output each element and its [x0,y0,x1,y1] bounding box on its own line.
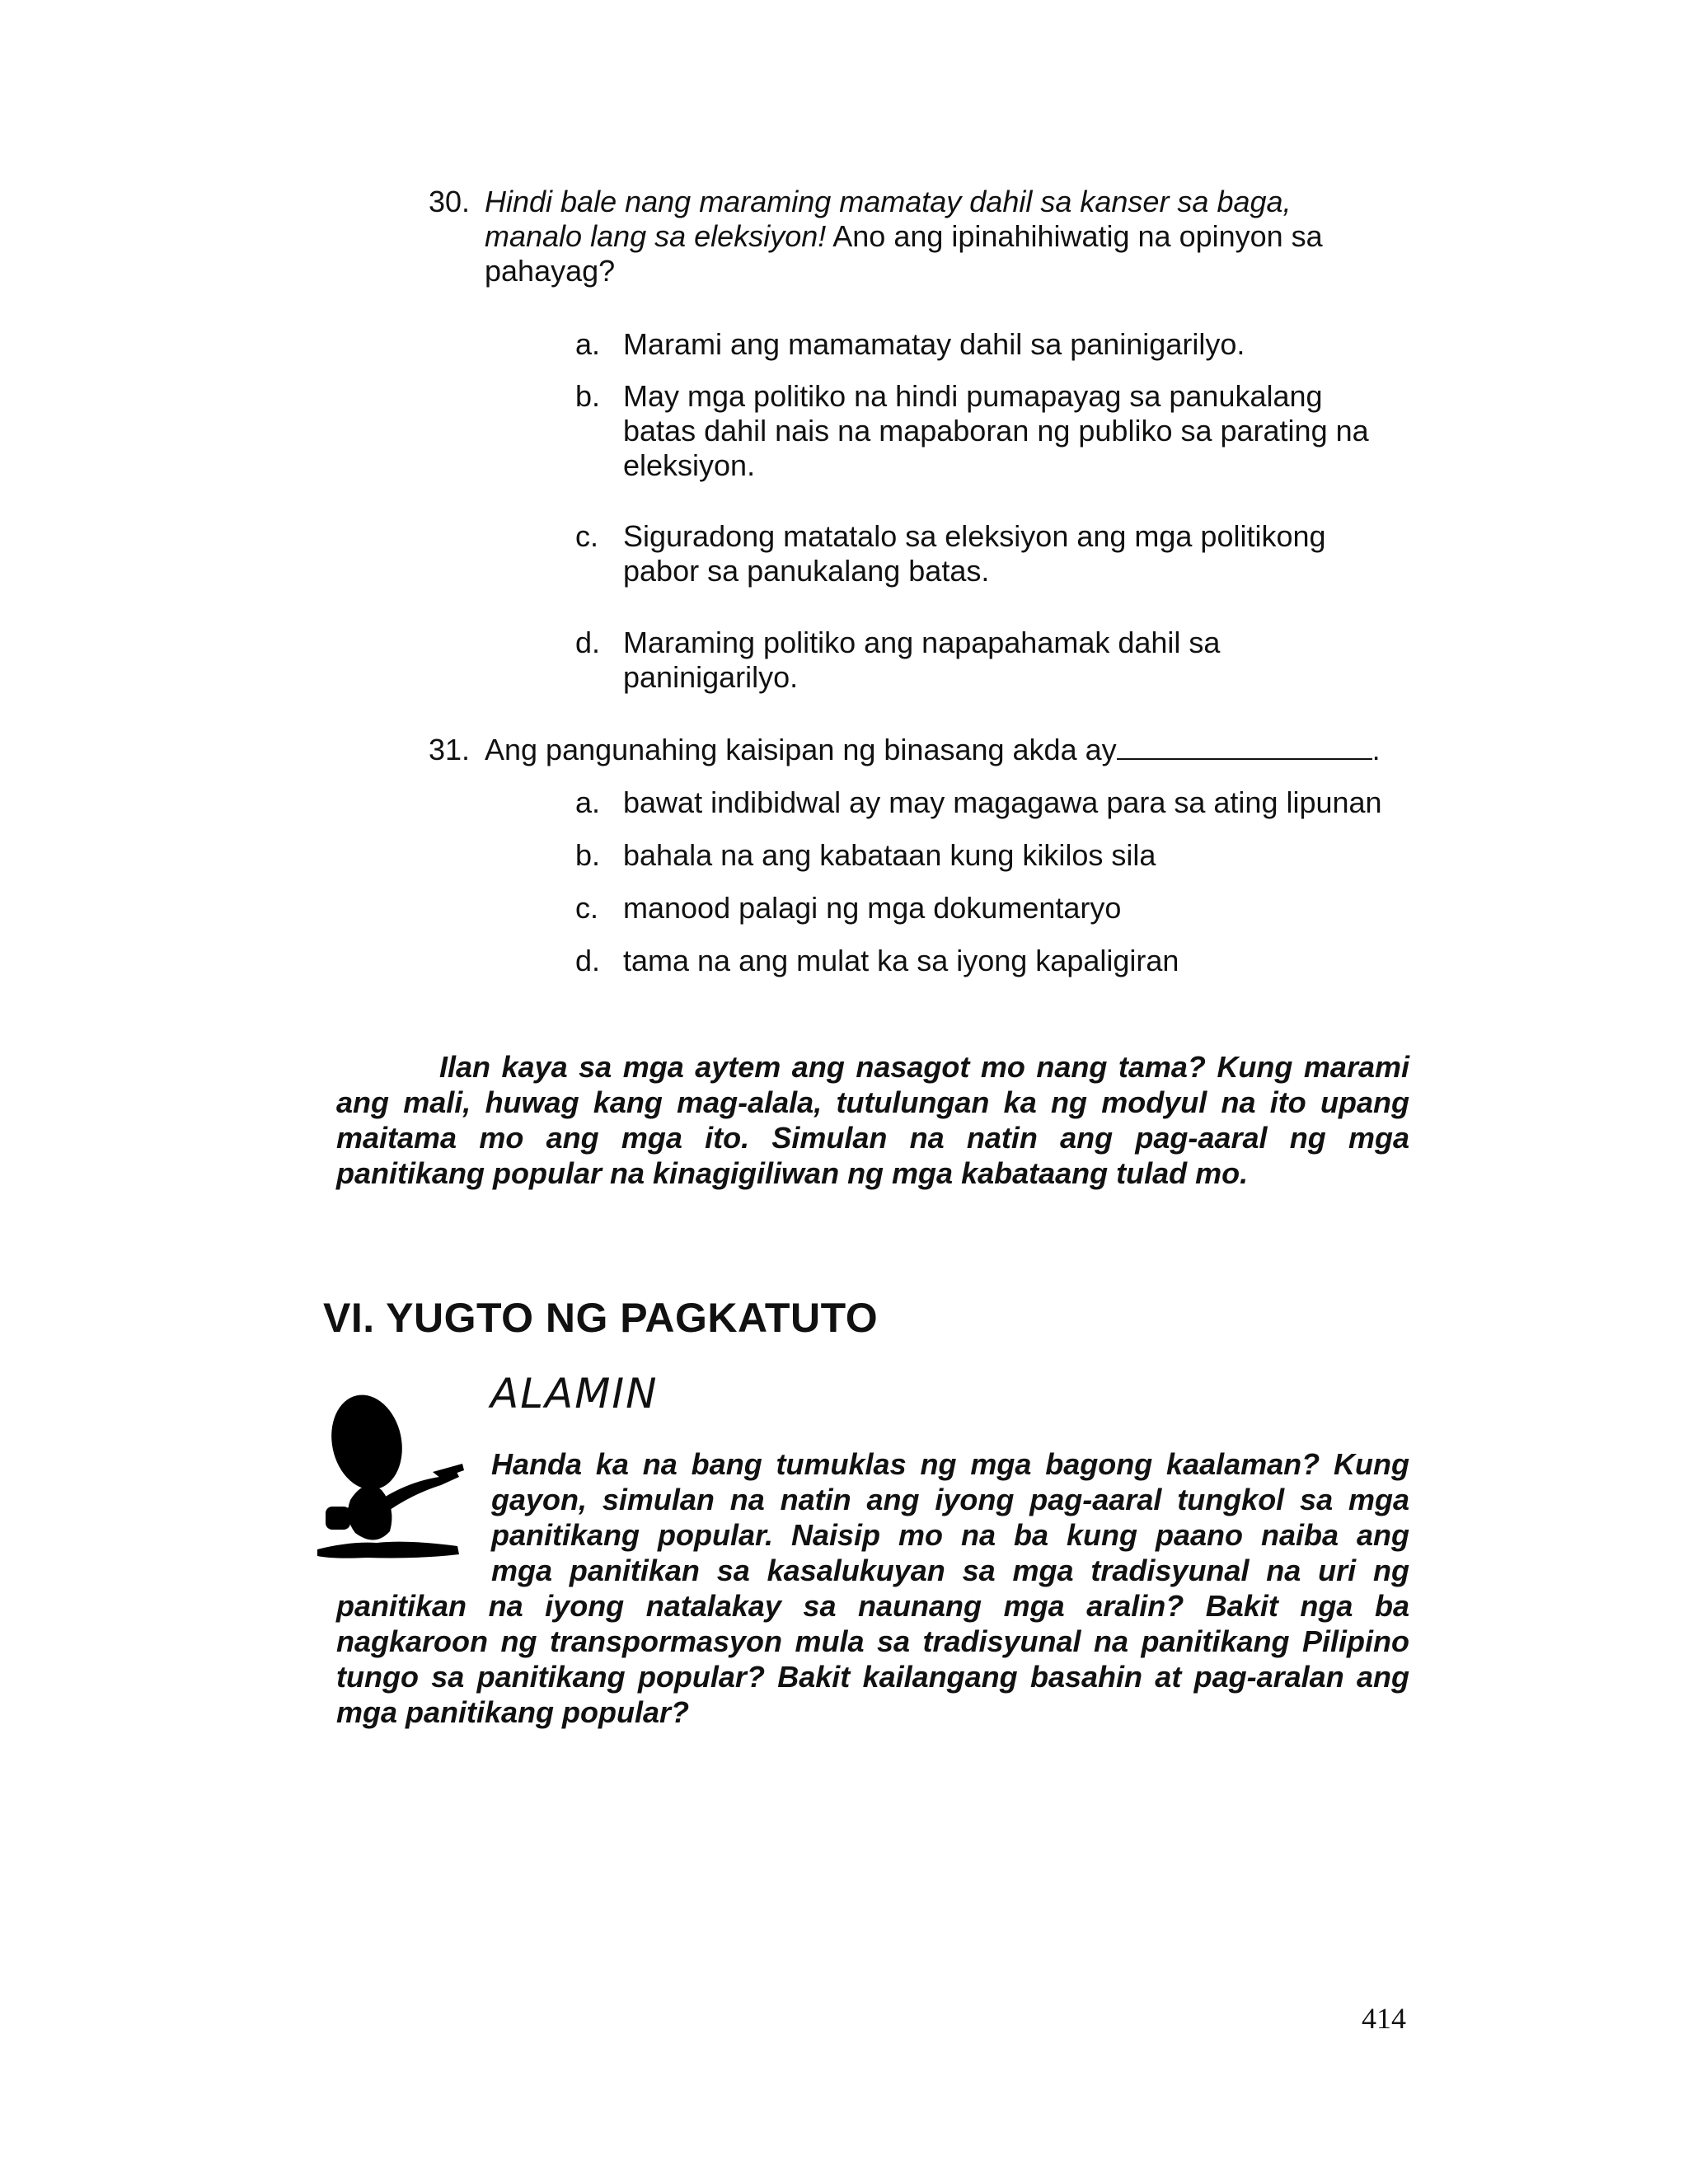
paragraph-line: Ilan kaya sa mga aytem ang nasagot mo nang tama? Kung marami [439,1050,1409,1084]
paragraph-line: maitama mo ang mga ito. Simulan na natin ang pag-aaral ng mga [336,1121,1409,1155]
paragraph-line: ang mali, huwag kang mag-alala, tutulungan ka ng modyul na ito upang [336,1085,1409,1119]
option-letter: b. [575,379,601,413]
question-italic-line: Hindi bale nang maraming mamatay dahil sa kanser sa baga, [485,185,1292,218]
option-letter: b. [575,838,601,872]
option-text-line: pabor sa panukalang batas. [623,554,990,588]
option-letter: d. [575,626,601,659]
option-text-line: eleksiyon. [623,448,756,482]
option-letter: a. [575,785,601,819]
question-number: 30. [429,185,471,218]
option-text: manood palagi ng mga dokumentaryo [623,891,1122,925]
paragraph-line: panitikang popular na kinagigiliwan ng mga kabataang tulad mo. [336,1156,1249,1190]
question-end-punct: . [1372,733,1381,766]
paragraph-line: panitikan na iyong natalakay sa naunang mga aralin? Bakit nga ba [336,1589,1409,1623]
paragraph-line: gayon, simulan na natin ang iyong pag-aaral tungkol sa mga [491,1483,1409,1516]
reflection-paragraph [336,1049,1409,1191]
question-italic-line: manalo lang sa eleksiyon! [485,219,827,253]
alamin-heading: ALAMIN [490,1370,659,1418]
paragraph-line: mga panitikan sa kasalukuyan sa mga tradisyunal na uri ng [491,1554,1409,1587]
paragraph-line: panitikang popular. Naisip mo na ba kung paano naiba ang [491,1518,1409,1552]
option-text: bahala na ang kabataan kung kikilos sila [623,838,1156,872]
paragraph-line: Handa ka na bang tumuklas ng mga bagong kaalaman? Kung [491,1447,1409,1481]
paragraph-line: tungo sa panitikang popular? Bakit kailangang basahin at pag-aralan ang [336,1660,1409,1694]
question-plain-text: Ano ang ipinahihiwatig na opinyon sa [826,219,1323,253]
option-letter: c. [575,891,599,925]
option-text-line: batas dahil nais na mapaboran ng publiko sa parating na [623,414,1369,448]
paragraph-line: mga panitikang popular? [336,1695,690,1729]
option-letter: c. [575,519,599,553]
option-text: Marami ang mamamatay dahil sa paninigarilyo. [623,327,1245,361]
option-text: bawat indibidwal ay may magagawa para sa ating lipunan [623,785,1382,819]
answer-blank[interactable] [1117,733,1372,760]
option-text-line: Maraming politiko ang napapahamak dahil sa [623,626,1221,659]
option-text-line: paninigarilyo. [623,660,799,694]
section-title: VI. YUGTO NG PAGKATUTO [323,1295,879,1341]
question-plain-text: Ang pangunahing kaisipan ng binasang akda ay [485,733,1117,766]
paragraph-line: nagkaroon ng transpormasyon mula sa tradisyunal na panitikang Pilipino [336,1624,1409,1658]
alamin-paragraph [336,1446,1409,1730]
option-text-line: Siguradong matatalo sa eleksiyon ang mga politikong [623,519,1326,553]
option-letter: a. [575,327,601,361]
question-plain-text: pahayag? [485,254,616,288]
question-text [485,733,1432,767]
option-text: tama na ang mulat ka sa iyong kapaligiran [623,944,1179,977]
option-text-line: May mga politiko na hindi pumapayag sa panukalang [623,379,1323,413]
option-letter: d. [575,944,601,977]
page-number: 414 [1362,2002,1406,2035]
question-text [485,185,1408,288]
question-number: 31. [429,733,471,766]
